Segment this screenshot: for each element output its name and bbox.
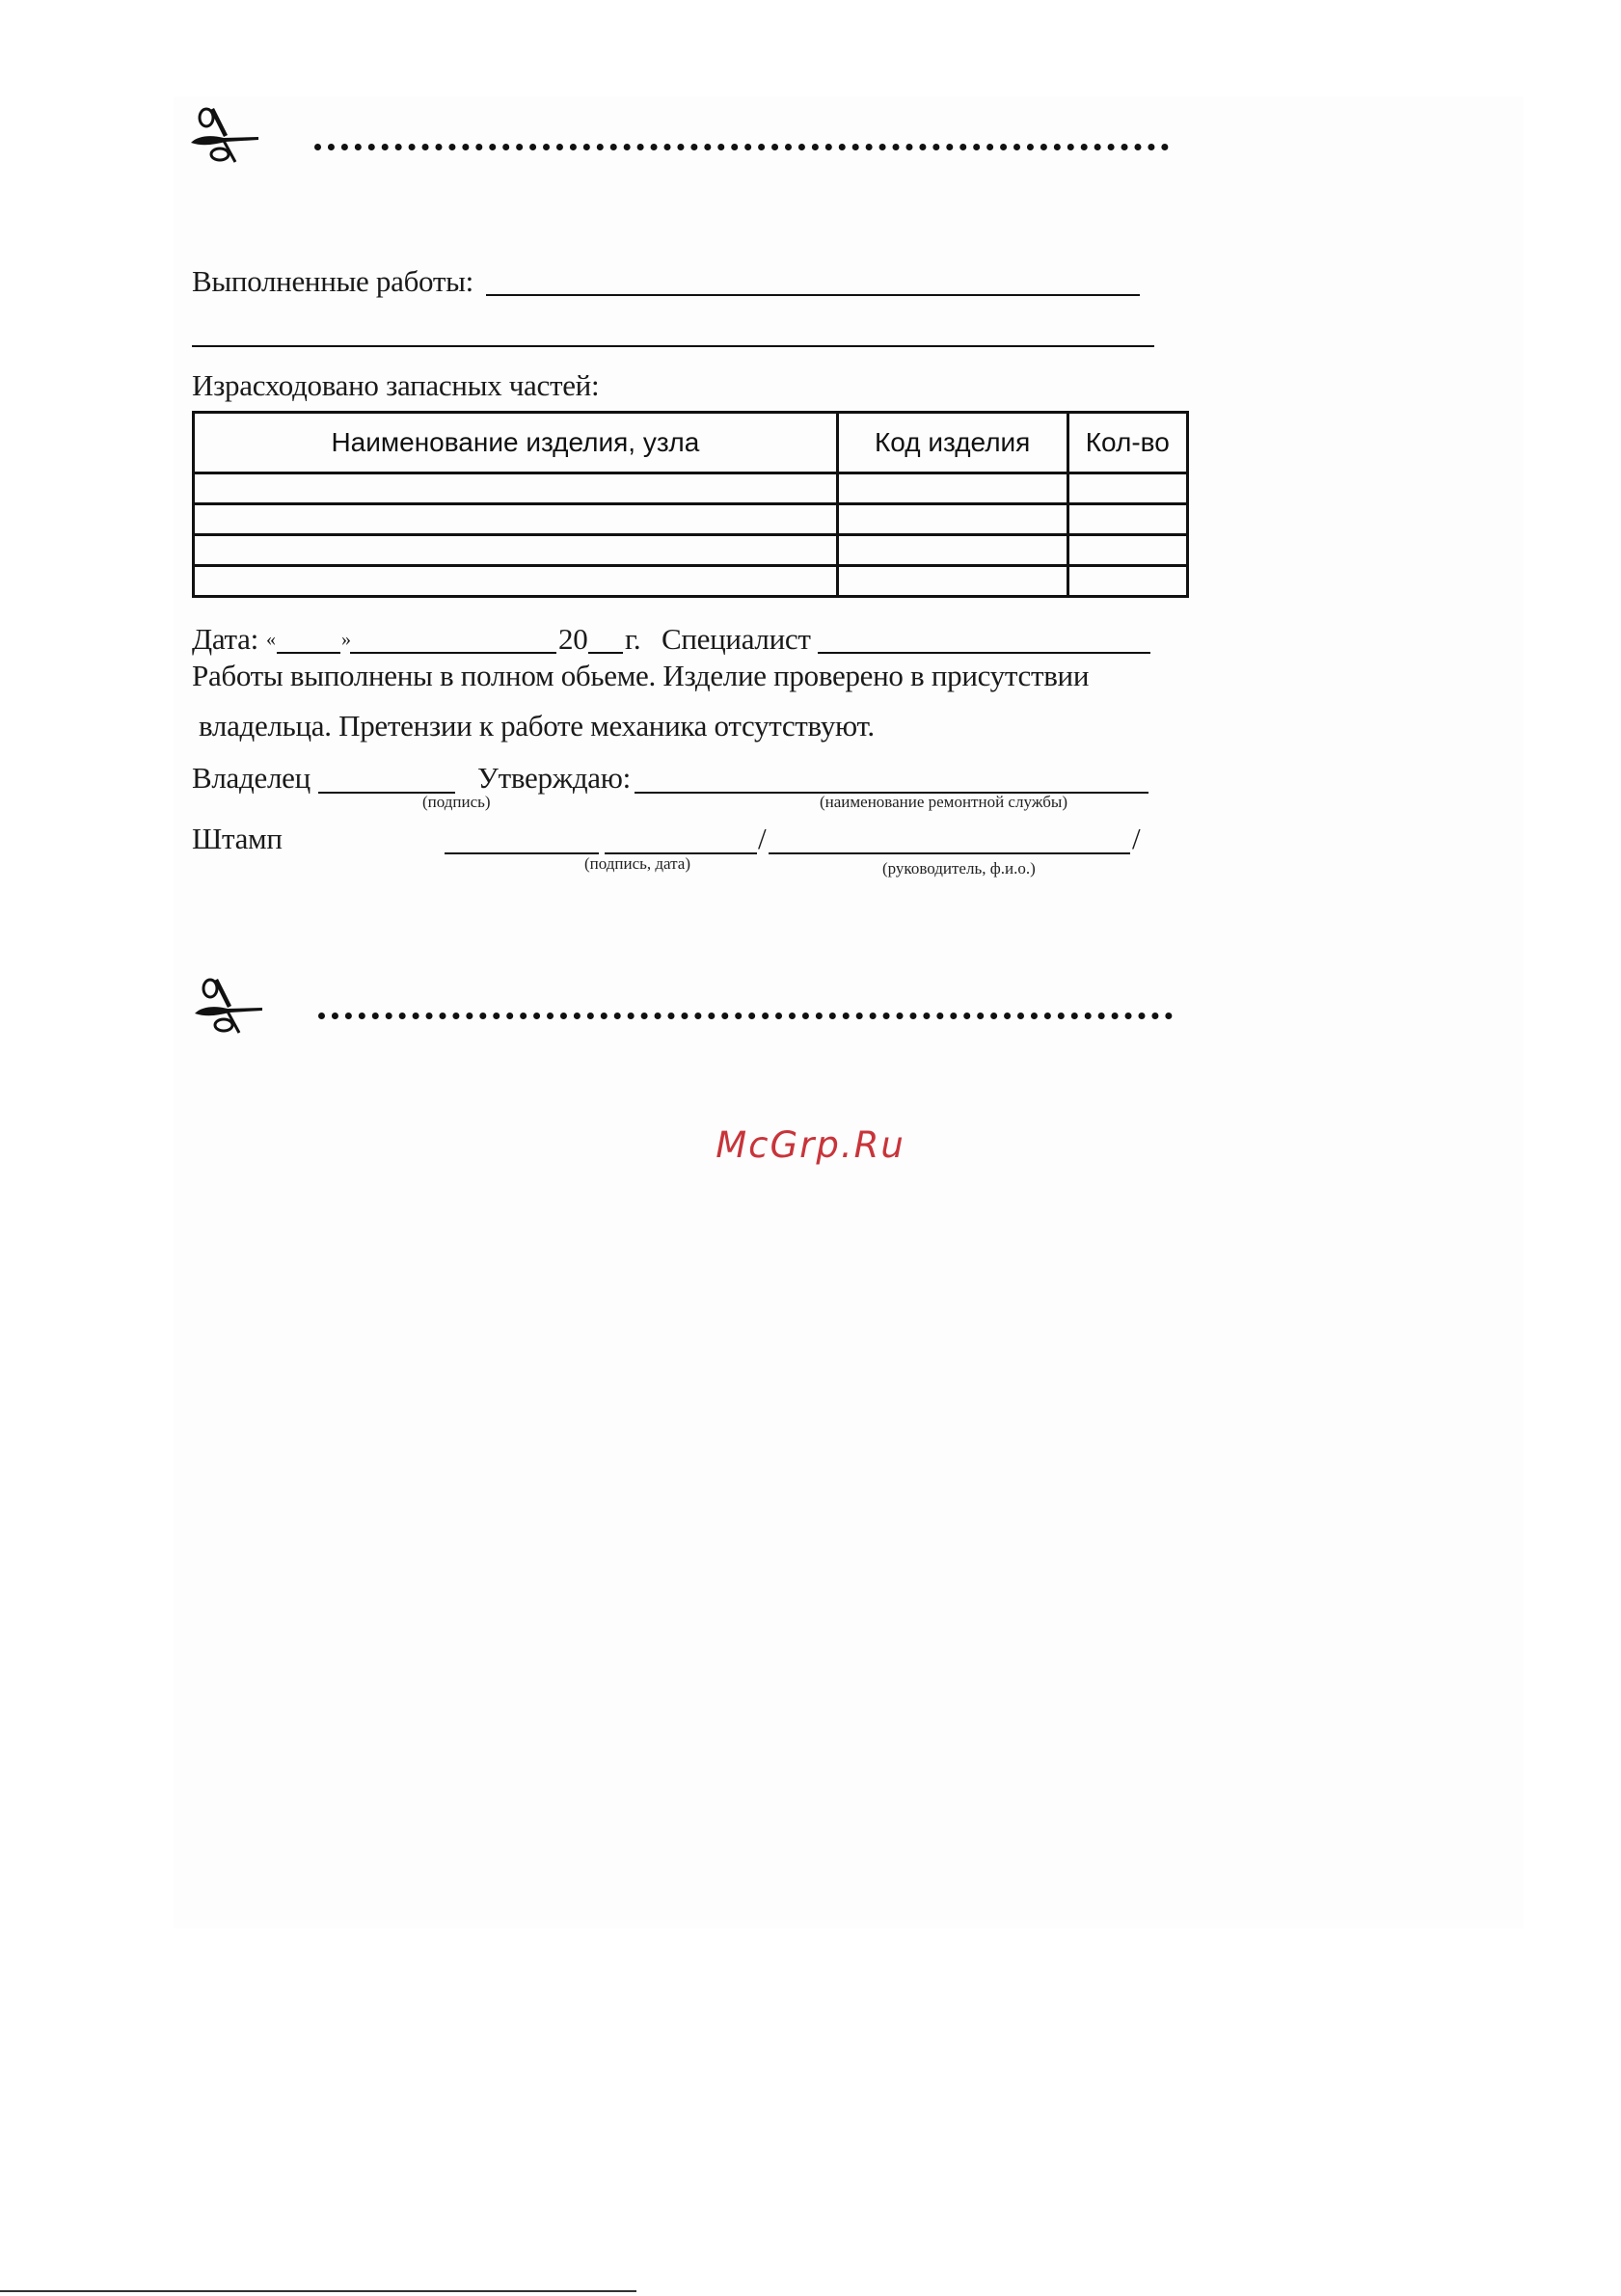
table-cell[interactable] [194, 504, 838, 535]
table-cell[interactable] [1067, 566, 1187, 597]
table-cell[interactable] [837, 504, 1067, 535]
table-cell[interactable] [837, 535, 1067, 566]
works-done-line-1[interactable] [486, 294, 1140, 296]
date-year-field[interactable] [588, 652, 623, 654]
date-label: Дата: [192, 622, 258, 656]
watermark-text: McGrp.Ru [716, 1124, 905, 1166]
table-cell[interactable] [194, 473, 838, 504]
date-quote-close: » [341, 629, 351, 650]
table-cell[interactable] [1067, 473, 1187, 504]
table-cell[interactable] [837, 566, 1067, 597]
parts-used-label: Израсходовано запасных частей: [192, 368, 600, 402]
table-header-row [194, 413, 1188, 473]
cut-line-top [314, 144, 1169, 150]
table-cell[interactable] [194, 535, 838, 566]
table-row [194, 473, 1188, 504]
stamp-caption-head: (руководитель, ф.и.о.) [882, 859, 1036, 878]
completion-text-line-2: владельца. Претензии к работе механика отсутствуют. [199, 709, 875, 743]
column-header-name: Наименование изделия, узла [194, 413, 838, 473]
date-quote-open: « [266, 629, 276, 650]
table-cell[interactable] [194, 566, 838, 597]
stamp-signature-field[interactable] [445, 852, 599, 854]
scissors-icon [189, 977, 266, 1035]
approve-label: Утверждаю: [477, 761, 631, 795]
stamp-head-field[interactable] [769, 852, 1130, 854]
approve-caption: (наименование ремонтной службы) [820, 793, 1067, 811]
page-bottom-rule [0, 2290, 636, 2292]
stamp-slash-2: / [1132, 822, 1141, 855]
stamp-slash-1: / [758, 822, 767, 855]
cut-line-bottom [318, 1013, 1173, 1019]
owner-caption: (подпись) [422, 793, 491, 811]
table-cell[interactable] [1067, 504, 1187, 535]
date-day-field[interactable] [277, 652, 340, 654]
table-row [194, 535, 1188, 566]
parts-table [192, 411, 1189, 598]
specialist-field[interactable] [818, 652, 1150, 654]
specialist-label: Специалист [662, 622, 811, 656]
completion-text-line-1: Работы выполнены в полном обьеме. Изделие проверено в присутствии [192, 659, 1090, 692]
table-cell[interactable] [837, 473, 1067, 504]
works-done-line-2[interactable] [192, 345, 1154, 347]
date-year-suffix: г. [625, 622, 641, 656]
scissors-icon [185, 106, 262, 164]
stamp-label: Штамп [192, 822, 283, 855]
table-row [194, 566, 1188, 597]
table-row [194, 504, 1188, 535]
owner-label: Владелец [192, 761, 311, 795]
table-cell[interactable] [1067, 535, 1187, 566]
column-header-code: Код изделия [837, 413, 1067, 473]
column-header-qty: Кол-во [1067, 413, 1187, 473]
date-year-prefix: 20 [558, 622, 588, 656]
works-done-label: Выполненные работы: [192, 264, 473, 298]
date-month-field[interactable] [350, 652, 556, 654]
stamp-caption-sign: (подпись, дата) [584, 854, 691, 873]
